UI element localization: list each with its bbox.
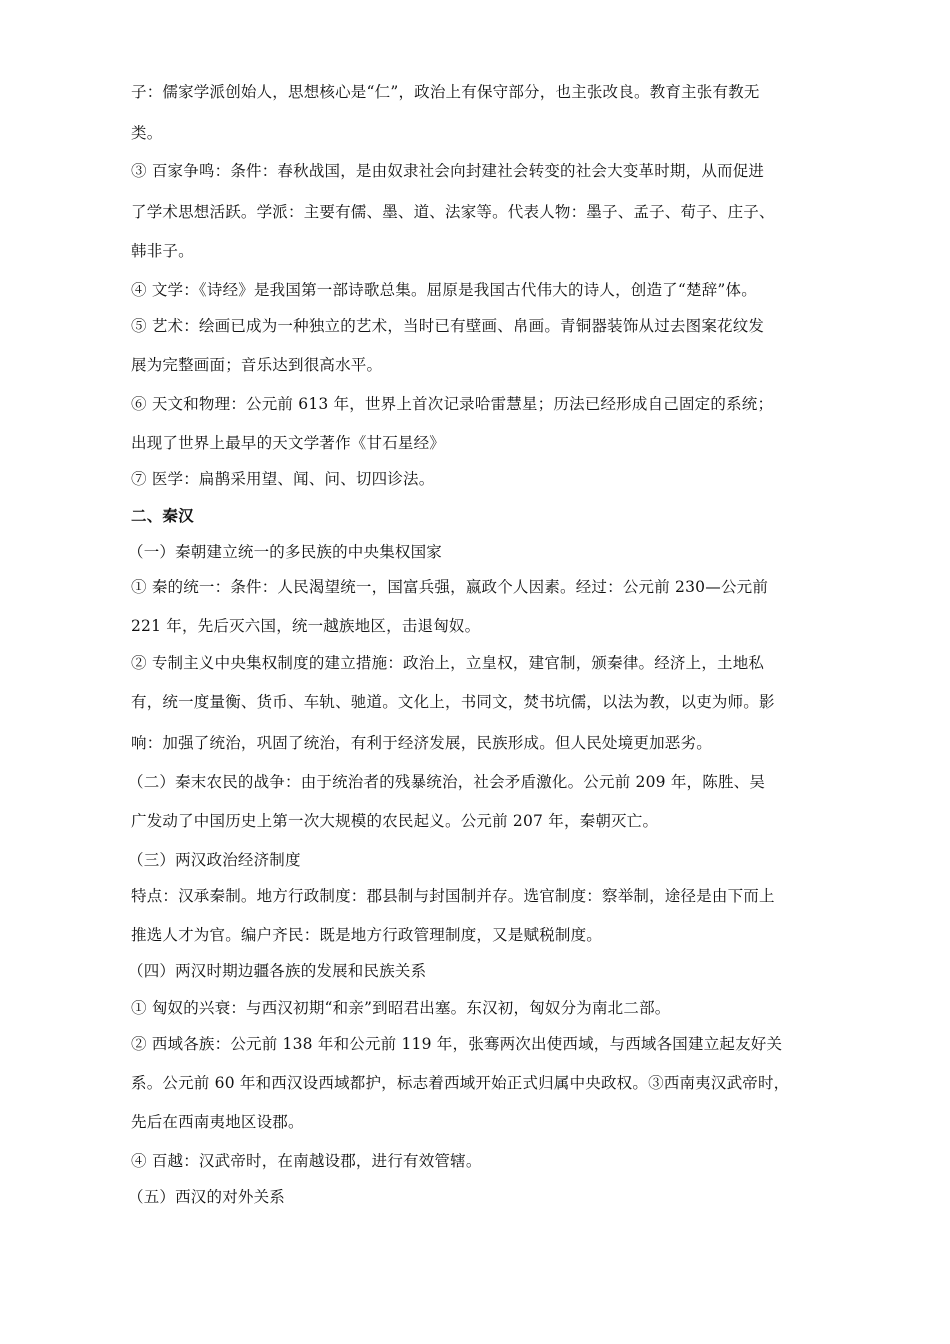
text-line: （二）秦末农民的战争：由于统治者的残暴统治，社会矛盾激化。公元前 209 年，陈胜、吴 — [128, 773, 766, 791]
text-line: 广发动了中国历史上第一次大规模的农民起义。公元前 207 年，秦朝灭亡。 — [131, 812, 659, 830]
text-line: 类。 — [131, 124, 163, 142]
text-line: ① 匈奴的兴衰：与西汉初期“和亲”到昭君出塞。东汉初，匈奴分为南北二部。 — [131, 999, 671, 1017]
text-line: 特点：汉承秦制。地方行政制度：郡县制与封国制并存。选官制度：察举制，途径是由下而上 — [131, 887, 775, 905]
text-line: ② 专制主义中央集权制度的建立措施：政治上，立皇权，建官制，颁秦律。经济上，土地私 — [131, 654, 765, 672]
text-line: 了学术思想活跃。学派：主要有儒、墨、道、法家等。代表人物：墨子、孟子、荀子、庄子、 — [131, 203, 775, 221]
text-line: 推选人才为官。编户齐民：既是地方行政管理制度，又是赋税制度。 — [131, 926, 603, 944]
text-line: ⑥ 天文和物理：公元前 613 年，世界上首次记录哈雷慧星；历法已经形成自己固定的系统； — [131, 395, 774, 413]
text-line: 展为完整画面；音乐达到很高水平。 — [131, 356, 383, 374]
text-line: ⑤ 艺术：绘画已成为一种独立的艺术，当时已有壁画、帛画。青铜器装饰从过去图案花纹发 — [131, 317, 765, 335]
subsection-heading: （一）秦朝建立统一的多民族的中央集权国家 — [128, 543, 443, 561]
text-line: 出现了世界上最早的天文学著作《甘石星经》 — [131, 434, 446, 452]
text-line: 221 年，先后灭六国，统一越族地区，击退匈奴。 — [131, 617, 481, 635]
text-line: ③ 百家争鸣：条件：春秋战国，是由奴隶社会向封建社会转变的社会大变革时期，从而促进 — [131, 162, 765, 180]
text-line: ② 西域各族：公元前 138 年和公元前 119 年，张骞两次出使西域，与西域各国建立起友好关 — [131, 1035, 783, 1053]
text-line: ④ 文学：《诗经》是我国第一部诗歌总集。屈原是我国古代伟大的诗人，创造了“楚辞”体。 — [131, 281, 757, 299]
text-line: 系。公元前 60 年和西汉设西域都护，标志着西域开始正式归属中央政权。③西南夷汉武帝时， — [131, 1074, 790, 1092]
subsection-heading: （四）两汉时期边疆各族的发展和民族关系 — [128, 962, 427, 980]
section-heading: 二、秦汉 — [131, 507, 194, 525]
text-line: 先后在西南夷地区设郡。 — [131, 1113, 304, 1131]
text-line: 子：儒家学派创始人，思想核心是“仁”，政治上有保守部分，也主张改良。教育主张有教无 — [131, 83, 760, 101]
text-line: 响：加强了统治，巩固了统治，有利于经济发展，民族形成。但人民处境更加恶劣。 — [131, 734, 712, 752]
text-line: ④ 百越：汉武帝时，在南越设郡，进行有效管辖。 — [131, 1152, 482, 1170]
text-line: ① 秦的统一：条件：人民渴望统一，国富兵强，嬴政个人因素。经过：公元前 230—公元前 — [131, 578, 769, 596]
text-line: 有，统一度量衡、货币、车轨、驰道。文化上，书同文，焚书坑儒，以法为教，以吏为师。影 — [131, 693, 775, 711]
subsection-heading: （五）西汉的对外关系 — [128, 1188, 286, 1206]
text-line: ⑦ 医学：扁鹊采用望、闻、问、切四诊法。 — [131, 470, 435, 488]
text-line: 韩非子。 — [131, 242, 194, 260]
subsection-heading: （三）两汉政治经济制度 — [128, 851, 301, 869]
